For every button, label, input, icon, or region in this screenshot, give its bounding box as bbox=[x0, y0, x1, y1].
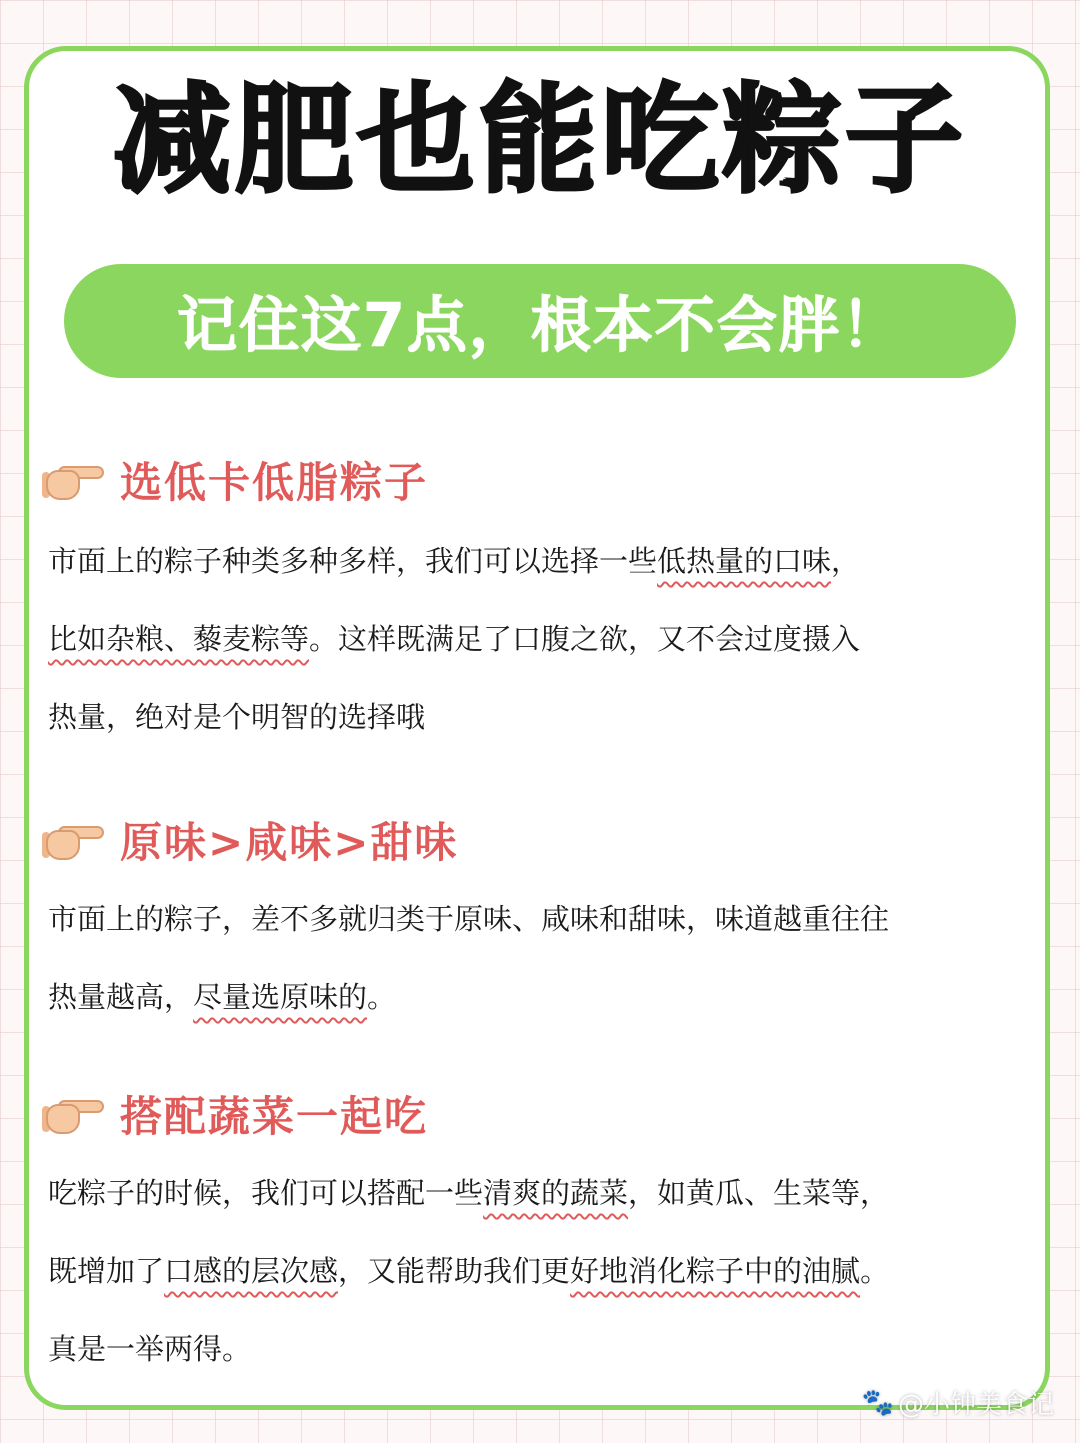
highlight-text: 尽量选原味的 bbox=[193, 980, 368, 1014]
subtitle-text: 记住这7点，根本不会胖！ bbox=[177, 291, 903, 361]
body-line: 热量，绝对是个明智的选择哦 bbox=[48, 700, 426, 734]
section-heading-2 bbox=[46, 810, 458, 870]
body-line: 吃粽子的时候，我们可以搭配一些清爽的蔬菜，如黄瓜、生菜等， bbox=[48, 1176, 890, 1210]
highlight-text: 清爽的蔬菜 bbox=[483, 1176, 629, 1210]
watermark bbox=[862, 1384, 1054, 1421]
watermark-text: @小钟美食记 bbox=[897, 1390, 1054, 1420]
section-heading-1 bbox=[46, 450, 428, 510]
section-title: 搭配蔬菜一起吃 bbox=[120, 1092, 429, 1141]
highlight-text: 口感的层次感 bbox=[164, 1254, 339, 1288]
section-body-2 bbox=[48, 880, 1038, 1036]
subtitle-banner bbox=[64, 264, 1016, 378]
body-line: 比如杂粮、藜麦粽等。这样既满足了口腹之欲，又不会过度摄入 bbox=[48, 622, 861, 656]
page-title: 减肥也能吃粽子 bbox=[112, 71, 967, 209]
section-heading-3 bbox=[46, 1084, 428, 1144]
section-body-1 bbox=[48, 522, 1038, 756]
highlight-text: 低热量的口味 bbox=[657, 544, 832, 578]
pointing-hand-icon bbox=[46, 1094, 104, 1134]
body-line: 真是一举两得。 bbox=[48, 1332, 252, 1366]
paw-icon: 🐾 bbox=[861, 1387, 894, 1418]
highlight-text: 比如杂粮、藜麦粽等 bbox=[48, 622, 310, 656]
section-title: 选低卡低脂粽子 bbox=[120, 458, 429, 507]
body-line: 市面上的粽子，差不多就归类于原味、咸味和甜味，味道越重往往 bbox=[48, 902, 890, 936]
body-line: 市面上的粽子种类多种多样，我们可以选择一些低热量的口味， bbox=[48, 544, 861, 578]
pointing-hand-icon bbox=[46, 820, 104, 860]
pointing-hand-icon bbox=[46, 460, 104, 500]
section-title: 原味>咸味>甜味 bbox=[120, 818, 459, 867]
body-line: 既增加了口感的层次感，又能帮助我们更好地消化粽子中的油腻。 bbox=[48, 1254, 890, 1288]
body-line: 热量越高，尽量选原味的。 bbox=[48, 980, 397, 1014]
section-body-3 bbox=[48, 1154, 1038, 1388]
highlight-text: 好地消化粽子中的油腻 bbox=[570, 1254, 861, 1288]
